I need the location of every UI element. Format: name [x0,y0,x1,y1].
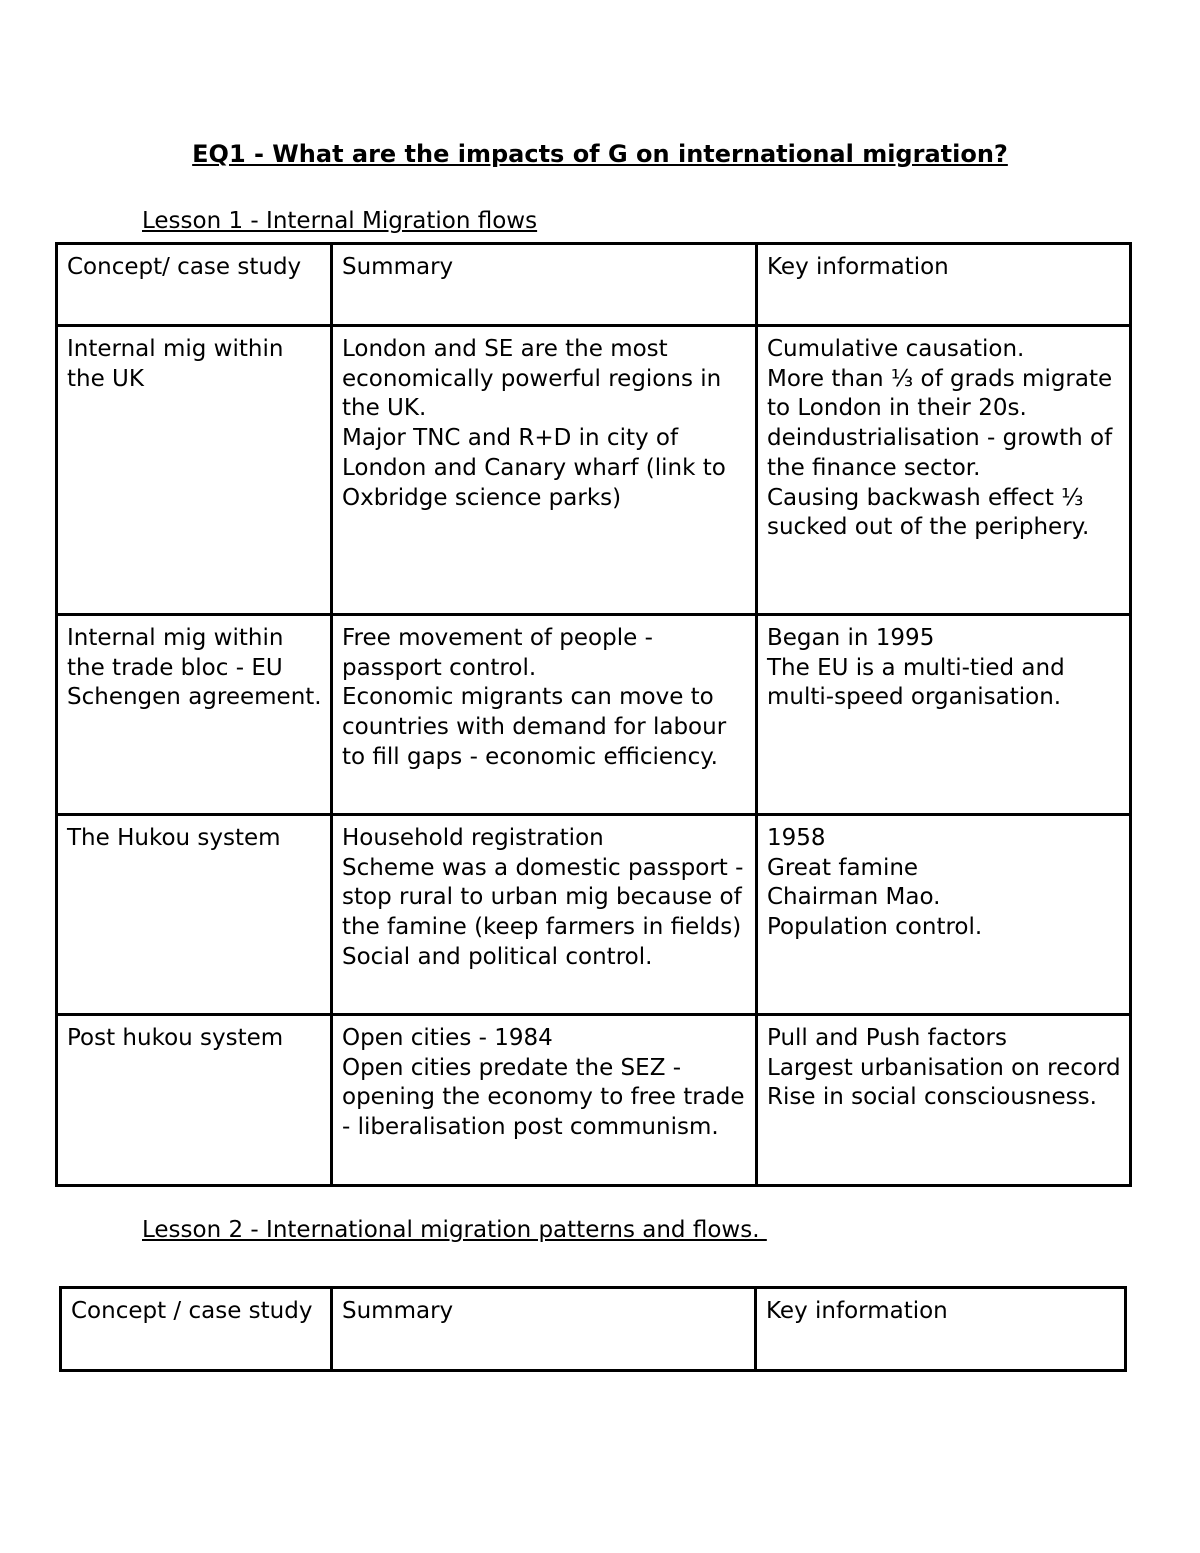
concept-cell: Internal mig within the UK [57,326,332,615]
header-concept: Concept/ case study [57,244,332,326]
key-info-cell: 1958 Great famine Chairman Mao. Population control. [757,815,1131,1015]
header-key-information: Key information [757,244,1131,326]
summary-cell: Open cities - 1984 Open cities predate the SEZ - opening the economy to free trade - liberalisation post communism. [332,1015,757,1186]
table-header-row [61,1288,1126,1371]
table-header-row [57,244,1131,326]
concept-cell: Post hukou system [57,1015,332,1186]
concept-cell: The Hukou system [57,815,332,1015]
table-row [57,815,1131,1015]
lesson-2-table [59,1286,1127,1372]
header-concept: Concept / case study [61,1288,332,1371]
header-summary: Summary [332,1288,756,1371]
table-row [57,326,1131,615]
lesson-2-heading: Lesson 2 - International migration patterns and flows. [142,1217,767,1243]
summary-cell: London and SE are the most economically powerful regions in the UK. Major TNC and R+D in city of London and Canary wharf (link to Oxbridge science parks) [332,326,757,615]
summary-cell: Household registration Scheme was a domestic passport - stop rural to urban mig because of the famine (keep farmers in fields) Social and political control. [332,815,757,1015]
key-info-cell: Cumulative causation. More than ⅓ of grads migrate to London in their 20s. deindustrialisation - growth of the finance sector. Causing backwash effect ⅓ sucked out of the periphery. [757,326,1131,615]
table-row [57,1015,1131,1186]
concept-cell: Internal mig within the trade bloc - EU Schengen agreement. [57,615,332,815]
table-row [57,615,1131,815]
summary-cell: Free movement of people - passport control. Economic migrants can move to countries with demand for labour to fill gaps - economic efficiency. [332,615,757,815]
key-info-cell: Pull and Push factors Largest urbanisation on record Rise in social consciousness. [757,1015,1131,1186]
lesson-1-heading: Lesson 1 - Internal Migration flows [142,208,538,234]
header-key-information: Key information [756,1288,1126,1371]
header-summary: Summary [332,244,757,326]
key-info-cell: Began in 1995 The EU is a multi-tied and multi-speed organisation. [757,615,1131,815]
lesson-1-table [55,242,1132,1187]
page-title: EQ1 - What are the impacts of G on international migration? [192,140,1008,168]
